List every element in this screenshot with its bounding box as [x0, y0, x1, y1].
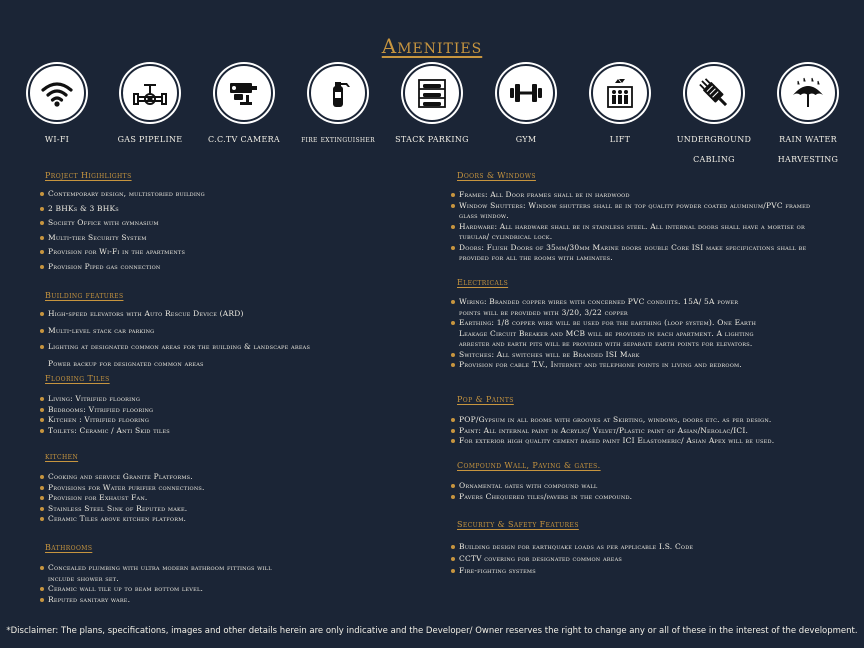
amenity-lift: [575, 64, 665, 150]
list-building: [40, 309, 440, 369]
amenity-underground-cabling: [669, 64, 759, 170]
section-heading-project: Project Higihlights: [45, 171, 132, 180]
list-item: Building design for earthquake loads as per applicable I.S. Code: [451, 542, 831, 553]
list-security: [451, 542, 831, 581]
list-compound: [451, 481, 831, 502]
list-item: Ornamental gates with compound wall: [451, 481, 831, 492]
amenity-label: fire extinguisher: [301, 135, 375, 144]
section-heading-building: Building features: [45, 291, 124, 300]
list-item: Provision for Exhaust Fan.: [40, 493, 420, 504]
list-flooring: [40, 394, 420, 436]
stack-parking-icon: [403, 64, 461, 122]
cctv-camera-icon: [215, 64, 273, 122]
list-item: Toilets: Ceramic / Anti Skid tiles: [40, 426, 420, 437]
list-item: Provisions for Water purifier connections.: [40, 483, 420, 494]
amenity-label: RAIN WATER HARVESTING: [777, 135, 839, 164]
list-item: Doors: Flush Doors of 35mm/30mm Marine doors double Core ISI make specifications shall be provided for all the rooms with laminates.: [451, 243, 831, 264]
list-item: Multi-level stack car parking: [40, 326, 440, 337]
list-doors: [451, 190, 831, 264]
list-item: Living: Vitrified flooring: [40, 394, 420, 405]
amenity-fire-extinguisher: [293, 64, 383, 150]
list-item: High-speed elevators with Auto Rescue Device (ARD): [40, 309, 440, 320]
list-item: Provision Piped gas connection: [40, 262, 420, 273]
list-item: Bedrooms: Vitrified flooring: [40, 405, 420, 416]
list-item: Multi-tier Security System: [40, 233, 420, 244]
section-heading-electricals: Electricals: [457, 278, 509, 287]
list-item: For exterior high quality cement based paint ICI Elastomeric/ Asian Apex will be used.: [451, 436, 851, 447]
list-item: Contemporary design, multistoried building: [40, 189, 420, 200]
list-electricals: [451, 297, 761, 371]
list-bathrooms: [40, 563, 280, 605]
list-item: Switches: All switches will be Branded ISI Mark: [451, 350, 761, 361]
list-item: Fire-fighting systems: [451, 566, 831, 577]
section-heading-doors: Doors & Windows: [457, 171, 536, 180]
section-heading-flooring: Flooring Tiles: [45, 374, 110, 383]
amenity-label: GAS PIPELINE: [117, 135, 183, 144]
list-item: Pavers Chequered tiles/pavers in the compound.: [451, 492, 831, 503]
list-item: Lighting at designated common areas for the building & landscape areas: [40, 342, 440, 353]
list-pop: [451, 415, 851, 447]
cable-icon: [685, 64, 743, 122]
amenity-label: WI-FI: [44, 135, 70, 144]
disclaimer: *Disclaimer: The plans, specifications, images and other details herein are only indicative and the Developer/ Owner reserves the right to change any or all of these in the interest of the development.: [6, 626, 858, 636]
lift-icon: [591, 64, 649, 122]
amenity-label: LIFT: [609, 135, 631, 144]
gas-pipeline-icon: [121, 64, 179, 122]
section-heading-pop: Pop & Paints: [457, 395, 514, 404]
dumbbell-icon: [497, 64, 555, 122]
amenity-gas-pipeline: [105, 64, 195, 150]
fire-extinguisher-icon: [309, 64, 367, 122]
list-item: Earthing: 1/8 copper wire will be used for the earthing (loop system). One Earth Leakage Circuit Breaker and MCB will be provided in each apartment. A lighting arrester and earth pits will be provided with separate earth points for elevators.: [451, 318, 761, 350]
list-item: Cooking and service Granite Platforms.: [40, 472, 420, 483]
list-item: POP/Gypsum in all rooms with grooves at Skirting, windows, doors etc. as per design.: [451, 415, 851, 426]
list-item: Society Office with gymnasium: [40, 218, 420, 229]
wifi-icon: [28, 64, 86, 122]
section-heading-security: Security & Safety Features: [457, 520, 579, 529]
list-item: Reputed sanitary ware.: [40, 595, 280, 606]
list-item: Power backup for designated common areas: [48, 358, 204, 368]
list-item: Paint: All internal paint in Acrylic/ Velvet/Plastic paint of Asian/Nerolac/ICI.: [451, 426, 851, 437]
amenity-wifi: [12, 64, 102, 150]
section-heading-bathrooms: Bathrooms: [45, 543, 93, 552]
list-item: 2 BHKs & 3 BHKs: [40, 204, 420, 215]
amenity-stack-parking: [387, 64, 477, 150]
list-item: Provision for cable T.V., Internet and telephone points in living and bedroom.: [451, 360, 761, 371]
amenity-label: C.C.TV CAMERA: [207, 135, 281, 144]
rain-umbrella-icon: [779, 64, 837, 122]
list-item: CCTV covering for designated common areas: [451, 554, 831, 565]
list-item: Wiring: Branded copper wires with concerned PVC conduits. 15A/ 5A power points will be provided with 3/20, 3/22 copper: [451, 297, 761, 318]
section-heading-compound: Compound Wall, Paving & gates.: [457, 461, 601, 470]
list-item: Hardware: All hardware shall be in stainless steel. All internal doors shall have a mortise or tubular/ cylindrical lock.: [451, 222, 831, 243]
list-item: Ceramic Tiles above kitchen platform.: [40, 514, 420, 525]
list-item: Window Shutters: Window shutters shall be in top quality powder coated aluminum/PVC framed glass window.: [451, 201, 831, 222]
list-item: Kitchen : Vitrified flooring: [40, 415, 420, 426]
list-item: Ceramic wall tile up to beam bottom level.: [40, 584, 280, 595]
list-item: Frames: All Door frames shall be in hardwood: [451, 190, 831, 201]
list-item: Provision for Wi-Fi in the apartments: [40, 247, 420, 258]
list-kitchen: [40, 472, 420, 525]
amenity-label: UNDERGROUND CABLING: [676, 135, 752, 164]
section-heading-kitchen: kitchen: [45, 452, 79, 461]
page-title: Amenities: [381, 34, 483, 58]
amenity-cctv: [199, 64, 289, 150]
list-item: Stainless Steel Sink of Reputed make.: [40, 504, 420, 515]
amenity-gym: [481, 64, 571, 150]
list-item: Concealed plumbing with ultra modern bathroom fittings will include shower set.: [40, 563, 280, 584]
amenity-label: GYM: [515, 135, 537, 144]
amenity-rain-water: [763, 64, 853, 170]
amenity-label: STACK PARKING: [395, 135, 469, 144]
list-project: [40, 189, 420, 276]
